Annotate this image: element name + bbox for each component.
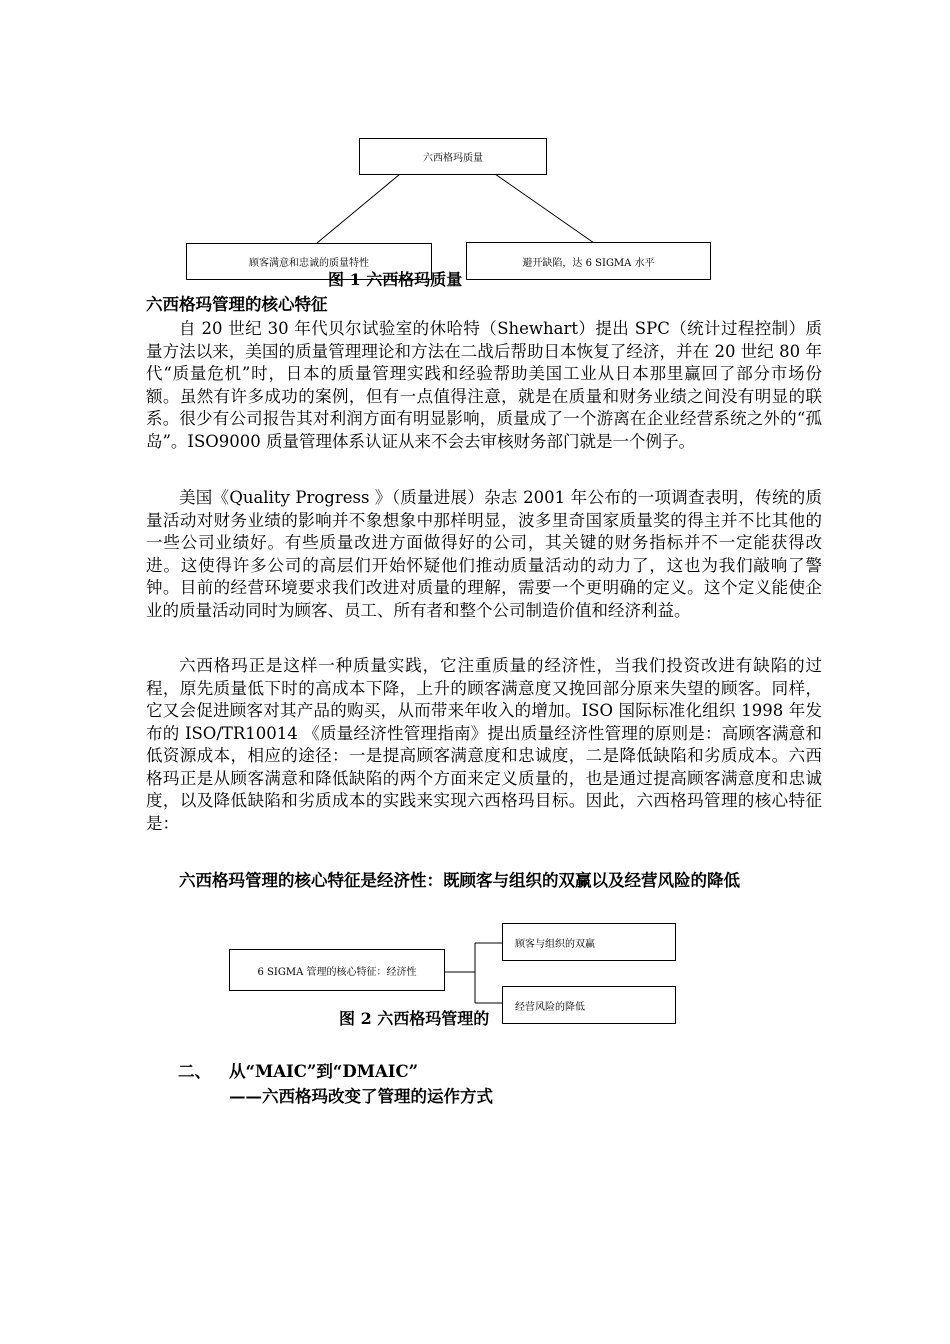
figure2-branch-bottom-label: 经营风险的降低 <box>515 1001 585 1013</box>
section2-subtitle: ——六西格玛改变了管理的运作方式 <box>229 1087 493 1106</box>
figure2-main-box <box>229 949 445 991</box>
figure2-branch-top-label: 顾客与组织的双赢 <box>515 938 595 950</box>
paragraph-3: 六西格玛正是这样一种质量实践，它注重质量的经济性，当我们投资改进有缺陷的过程，原先质量低下时的高成本下降，上升的顾客满意度又挽回部分原来失望的顾客。同样，它又会促进顾客对其产品的购买，从而带来年收入的增加。ISO 国际标准化组织 1998 年发布的 ISO/TR10014 《质量经济性管理指南》提出质量经济性管理的原则是：高顾客满意和低资源成本，相应的途径：一是提高顾客满意度和忠诚度，二是降低缺陷和劣质成本。六西格玛正是从顾客满意和降低缺陷的两个方面来定义质量的，也是通过提高顾客满意度和忠诚度，以及降低缺陷和劣质成本的实践来实现六西格玛目标。因此，六西格玛管理的核心特征是： <box>146 656 822 833</box>
figure1-caption: 图 1 六西格玛质量 <box>328 270 463 289</box>
section2-number: 二、 <box>178 1062 211 1081</box>
figure1-top-label: 六西格玛质量 <box>423 153 483 164</box>
figure2-main-label: 6 SIGMA 管理的核心特征：经济性 <box>257 966 417 978</box>
paragraph-1: 自 20 世纪 30 年代贝尔试验室的休哈特（Shewhart）提出 SPC（统计过程控制）质量方法以来，美国的质量管理理论和方法在二战后帮助日本恢复了经济，并在 20 世纪 80 年代“质量危机”时，日本的质量管理实践和经验帮助美国工业从日本那里赢回了部分市场份额。虽然有许多成功的案例，但有一点值得注意，就是在质量和财务业绩之间没有明显的联系。很少有公司报告其对利润方面有明显影响，质量成了一个游离在企业经营系统之外的“孤岛”。ISO9000 质量管理体系认证从来不会去审核财务部门就是一个例子。 <box>146 319 822 451</box>
figure2-caption: 图 2 六西格玛管理的 <box>339 1009 490 1028</box>
figure1-left-label: 顾客满意和忠诚的质量特性 <box>249 258 369 269</box>
core-feature-statement: 六西格玛管理的核心特征是经济性：既顾客与组织的双赢以及经营风险的降低 <box>179 871 740 890</box>
section-heading: 六西格玛管理的核心特征 <box>146 295 328 314</box>
paragraph-2: 美国《Quality Progress 》（质量进展）杂志 2001 年公布的一项调查表明，传统的质量活动对财务业绩的影响并不象想象中那样明显，波多里奇国家质量奖的得主并不比其他的一些公司业绩好。有些质量改进方面做得好的公司，其关键的财务指标并不一定能获得改进。这使得许多公司的高层们开始怀疑他们推动质量活动的动力了，这也为我们敲响了警钟。目前的经营环境要求我们改进对质量的理解，需要一个更明确的定义。这个定义能使企业的质量活动同时为顾客、员工、所有者和整个公司制造价值和经济利益。 <box>146 488 822 620</box>
section2-title: 从“MAIC”到“DMAIC” <box>229 1062 419 1081</box>
figure2-branch-top-box <box>502 923 676 961</box>
figure1-right-label: 避开缺陷，达 6 SIGMA 水平 <box>522 257 655 269</box>
figure2-branch-bottom-box <box>502 986 676 1024</box>
